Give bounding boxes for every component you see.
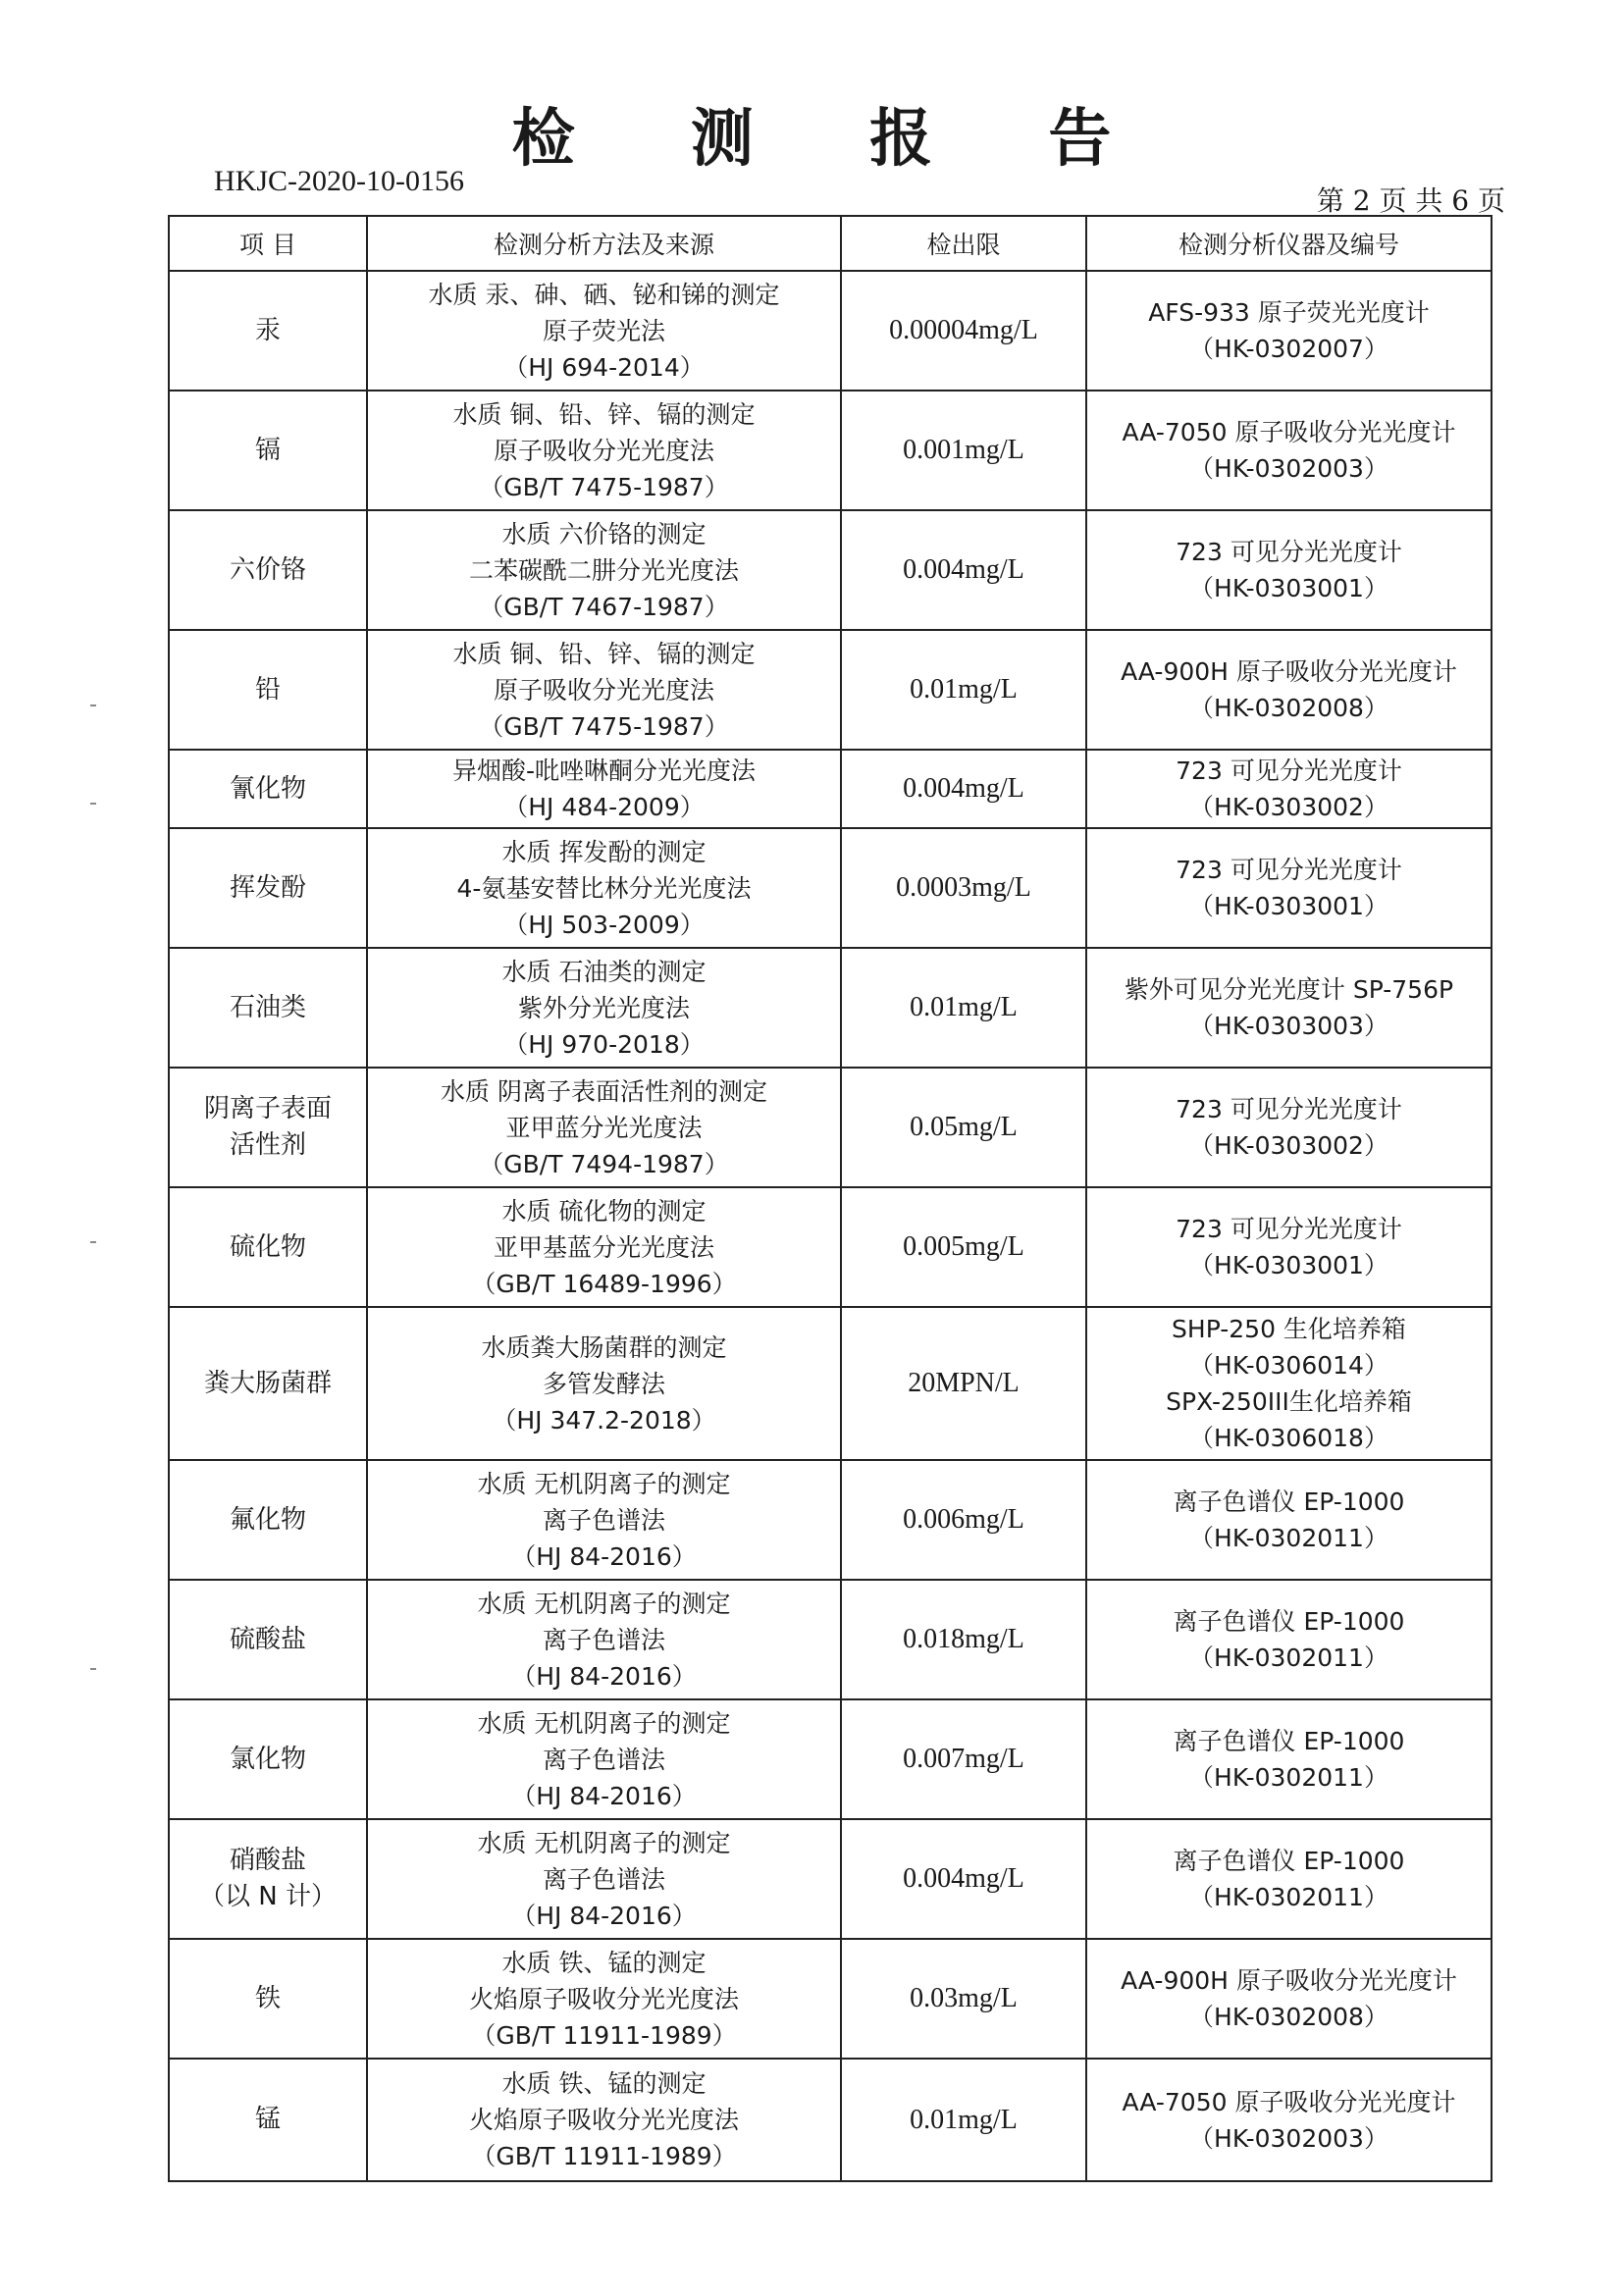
method-cell-line: 火焰原子吸收分光光度法: [468, 1984, 739, 2013]
method-cell-line: 原子吸收分光光度法: [493, 436, 714, 465]
method-cell-line: 亚甲基蓝分光光度法: [493, 1232, 714, 1262]
method-cell: [367, 750, 841, 828]
table-row: [169, 1068, 1492, 1187]
table-row: [169, 1580, 1492, 1699]
method-cell-line: 水质 汞、砷、硒、铋和锑的测定: [428, 280, 780, 309]
instrument-cell: [1086, 750, 1492, 828]
method-cell-line: 离子色谱法: [542, 1505, 665, 1535]
method-cell-line: （GB/T 11911-1989）: [471, 2142, 737, 2170]
table-row: [169, 1460, 1492, 1580]
detection-limit-cell: 0.05mg/L: [841, 1068, 1086, 1187]
item-cell: [169, 1580, 367, 1699]
item-cell: [169, 1307, 367, 1460]
instrument-cell-line: SHP-250 生化培养箱: [1172, 1315, 1406, 1343]
item-cell-line: 阴离子表面: [203, 1094, 332, 1123]
method-cell-line: 水质 六价铬的测定: [501, 519, 707, 548]
item-cell: [169, 948, 367, 1068]
method-cell-line: （GB/T 16489-1996）: [471, 1269, 737, 1298]
instrument-cell-line: SPX-250III生化培养箱: [1166, 1387, 1412, 1416]
table-row: [169, 1187, 1492, 1307]
instrument-cell: [1086, 1460, 1492, 1580]
detection-limit-cell: 0.004mg/L: [841, 510, 1086, 630]
detection-limit-cell: 0.01mg/L: [841, 2059, 1086, 2181]
method-cell-line: 紫外分光光度法: [517, 993, 690, 1022]
instrument-cell: [1086, 1580, 1492, 1699]
method-cell-line: （GB/T 11911-1989）: [471, 2020, 737, 2050]
table-row: [169, 271, 1492, 391]
instrument-cell-line: （HK-0303001）: [1189, 1251, 1388, 1279]
method-cell-line: 水质 铁、锰的测定: [501, 1948, 707, 1977]
table-row: [169, 948, 1492, 1068]
instrument-cell: [1086, 2059, 1492, 2181]
instrument-cell-line: （HK-0306018）: [1189, 1424, 1388, 1452]
detection-limit-cell: 0.01mg/L: [841, 630, 1086, 750]
method-cell-line: （HJ 84-2016）: [511, 1541, 697, 1571]
instrument-cell-line: AA-7050 原子吸收分光光度计: [1122, 418, 1456, 446]
method-cell-line: 原子吸收分光光度法: [493, 675, 714, 704]
instrument-cell-line: 离子色谱仪 EP-1000: [1173, 1847, 1405, 1875]
method-cell-line: 水质 无机阴离子的测定: [477, 1828, 731, 1857]
method-cell-line: （GB/T 7475-1987）: [479, 472, 729, 501]
item-cell: [169, 750, 367, 828]
item-cell: [169, 1939, 367, 2059]
instrument-cell: [1086, 1699, 1492, 1819]
method-cell-line: 水质 铜、铅、锌、镉的测定: [452, 639, 756, 668]
method-cell: [367, 1580, 841, 1699]
item-cell-line: 锰: [254, 2105, 281, 2134]
instrument-cell-line: （HK-0303002）: [1189, 793, 1388, 821]
item-cell: [169, 1460, 367, 1580]
item-cell: [169, 391, 367, 510]
instrument-cell-line: （HK-0302008）: [1189, 694, 1388, 722]
instrument-cell-line: AA-900H 原子吸收分光光度计: [1121, 1966, 1457, 1995]
item-cell-line: 氟化物: [229, 1504, 306, 1535]
item-cell: [169, 630, 367, 750]
method-cell: [367, 1819, 841, 1939]
instrument-cell: [1086, 630, 1492, 750]
method-cell: [367, 948, 841, 1068]
item-cell-line: 活性剂: [229, 1130, 306, 1160]
method-cell: [367, 1460, 841, 1580]
instrument-cell-line: 723 可见分光光度计: [1176, 757, 1402, 785]
instrument-cell-line: （HK-0306014）: [1189, 1351, 1388, 1380]
method-cell: [367, 828, 841, 948]
table-body: [169, 271, 1492, 2181]
instrument-cell: [1086, 1068, 1492, 1187]
instrument-cell-line: （HK-0302011）: [1189, 1763, 1388, 1792]
method-cell: [367, 1699, 841, 1819]
method-cell-line: （HJ 347.2-2018）: [492, 1405, 716, 1435]
item-cell-line: 挥发酚: [229, 872, 306, 903]
detection-limit-cell: 0.004mg/L: [841, 1819, 1086, 1939]
method-cell: [367, 630, 841, 750]
instrument-cell-line: （HK-0302011）: [1189, 1644, 1388, 1672]
scan-mark: [90, 1241, 96, 1243]
instrument-cell-line: （HK-0303003）: [1189, 1012, 1388, 1040]
method-cell-line: （HJ 484-2009）: [503, 793, 705, 821]
instrument-cell-line: 离子色谱仪 EP-1000: [1173, 1607, 1405, 1636]
item-cell-line: 铅: [254, 674, 281, 704]
item-cell: [169, 1699, 367, 1819]
table-row: [169, 1819, 1492, 1939]
method-cell-line: 火焰原子吸收分光光度法: [468, 2106, 739, 2134]
method-cell-line: 离子色谱法: [542, 1625, 665, 1654]
method-cell-line: （HJ 970-2018）: [503, 1029, 705, 1059]
item-cell-line: 氯化物: [229, 1744, 306, 1774]
item-cell-line: 氰化物: [229, 773, 306, 804]
method-cell-line: 水质 阴离子表面活性剂的测定: [441, 1076, 767, 1106]
item-cell: [169, 828, 367, 948]
method-cell: [367, 391, 841, 510]
table-row: [169, 510, 1492, 630]
method-cell: [367, 271, 841, 391]
instrument-cell-line: 723 可见分光光度计: [1176, 856, 1402, 884]
instrument-cell-line: （HK-0302003）: [1189, 2123, 1388, 2153]
instrument-cell: [1086, 1939, 1492, 2059]
item-cell: [169, 1068, 367, 1187]
detection-limit-cell: 0.03mg/L: [841, 1939, 1086, 2059]
item-cell-line: 镉: [254, 435, 281, 465]
method-cell: [367, 2059, 841, 2181]
method-cell-line: 水质 无机阴离子的测定: [477, 1589, 731, 1618]
detection-limit-cell: 0.005mg/L: [841, 1187, 1086, 1307]
method-cell-line: 水质 挥发酚的测定: [501, 837, 707, 866]
method-cell-line: 亚甲蓝分光光度法: [505, 1113, 703, 1142]
method-cell-line: 水质 铁、锰的测定: [501, 2069, 707, 2098]
method-cell: [367, 510, 841, 630]
detection-limit-cell: 0.018mg/L: [841, 1580, 1086, 1699]
detection-limit-cell: 0.0003mg/L: [841, 828, 1086, 948]
item-cell-line: 石油类: [229, 992, 306, 1022]
item-cell-line: 粪大肠菌群: [203, 1368, 332, 1398]
item-cell: [169, 2059, 367, 2181]
instrument-cell-line: 离子色谱仪 EP-1000: [1173, 1487, 1405, 1516]
instrument-cell-line: 723 可见分光光度计: [1176, 538, 1402, 566]
instrument-cell: [1086, 1819, 1492, 1939]
page-indicator: 第 2 页 共 6 页: [1316, 184, 1505, 217]
method-cell-line: （HJ 84-2016）: [511, 1781, 697, 1810]
table-row: [169, 1699, 1492, 1819]
instrument-cell: [1086, 271, 1492, 391]
report-title: 检 测 报 告: [511, 102, 1159, 176]
detection-limit-cell: 0.004mg/L: [841, 750, 1086, 828]
instrument-cell: [1086, 510, 1492, 630]
method-cell-line: （HJ 694-2014）: [503, 352, 705, 382]
item-cell-line: 六价铬: [229, 554, 306, 585]
method-cell-line: （HJ 84-2016）: [511, 1901, 697, 1930]
header-instrument: 检测分析仪器及编号: [1086, 216, 1492, 271]
instrument-cell-line: （HK-0302003）: [1189, 454, 1388, 483]
item-cell-line: 硝酸盐: [229, 1846, 306, 1875]
method-cell-line: 二苯碳酰二肼分光光度法: [468, 555, 739, 585]
method-cell-line: 离子色谱法: [542, 1745, 665, 1774]
table-row: [169, 828, 1492, 948]
method-cell-line: 原子荧光法: [542, 316, 665, 345]
scan-mark: [90, 704, 96, 706]
test-methods-table: [168, 215, 1492, 2182]
table-row: [169, 391, 1492, 510]
item-cell-line: 汞: [254, 315, 281, 345]
method-cell-line: （HJ 503-2009）: [503, 910, 705, 939]
method-cell-line: 异烟酸-吡唑啉酮分光光度法: [451, 757, 757, 785]
instrument-cell: [1086, 391, 1492, 510]
detection-limit-cell: 0.001mg/L: [841, 391, 1086, 510]
item-cell-line: （以 N 计）: [199, 1882, 337, 1911]
scan-mark: [90, 803, 96, 805]
detection-limit-cell: 0.00004mg/L: [841, 271, 1086, 391]
method-cell-line: 水质 石油类的测定: [501, 957, 707, 986]
detection-limit-cell: 0.006mg/L: [841, 1460, 1086, 1580]
table-row: [169, 750, 1492, 828]
instrument-cell-line: AA-900H 原子吸收分光光度计: [1121, 657, 1457, 686]
instrument-cell-line: （HK-0303002）: [1189, 1131, 1388, 1160]
detection-limit-cell: 0.007mg/L: [841, 1699, 1086, 1819]
method-cell: [367, 1307, 841, 1460]
instrument-cell-line: （HK-0303001）: [1189, 892, 1388, 920]
instrument-cell-line: AA-7050 原子吸收分光光度计: [1122, 2087, 1456, 2116]
method-cell-line: 水质 无机阴离子的测定: [477, 1469, 731, 1498]
table-row: [169, 630, 1492, 750]
item-cell: [169, 271, 367, 391]
detection-limit-cell: 0.01mg/L: [841, 948, 1086, 1068]
method-cell-line: （GB/T 7467-1987）: [479, 592, 729, 621]
item-cell: [169, 510, 367, 630]
header-item: 项 目: [169, 216, 367, 271]
method-cell-line: 4-氨基安替比林分光光度法: [456, 873, 752, 903]
method-cell: [367, 1939, 841, 2059]
instrument-cell: [1086, 1187, 1492, 1307]
instrument-cell-line: 离子色谱仪 EP-1000: [1173, 1727, 1405, 1755]
method-cell-line: （GB/T 7494-1987）: [479, 1149, 729, 1178]
table-header-row: [169, 216, 1492, 271]
method-cell-line: 水质粪大肠菌群的测定: [481, 1332, 727, 1362]
method-cell-line: 水质 铜、铅、锌、镉的测定: [452, 399, 756, 429]
detection-limit-cell: 20MPN/L: [841, 1307, 1086, 1460]
scan-mark: [90, 1668, 96, 1670]
method-cell-line: 水质 硫化物的测定: [501, 1196, 707, 1226]
instrument-cell-line: （HK-0302011）: [1189, 1524, 1388, 1552]
header-method: 检测分析方法及来源: [367, 216, 841, 271]
table-row: [169, 2059, 1492, 2181]
instrument-cell: [1086, 828, 1492, 948]
item-cell-line: 铁: [254, 1983, 281, 2013]
instrument-cell-line: 723 可见分光光度计: [1176, 1095, 1402, 1123]
method-cell-line: （HJ 84-2016）: [511, 1661, 697, 1691]
instrument-cell-line: （HK-0302007）: [1189, 335, 1388, 363]
instrument-cell-line: 紫外可见分光光度计 SP-756P: [1124, 975, 1454, 1004]
instrument-cell-line: AFS-933 原子荧光光度计: [1148, 298, 1430, 327]
instrument-cell-line: （HK-0302008）: [1189, 2003, 1388, 2031]
table-row: [169, 1307, 1492, 1460]
item-cell-line: 硫化物: [229, 1231, 306, 1262]
report-number: HKJC-2020-10-0156: [214, 165, 464, 197]
method-cell-line: 离子色谱法: [542, 1864, 665, 1894]
method-cell: [367, 1187, 841, 1307]
instrument-cell: [1086, 948, 1492, 1068]
method-cell-line: 多管发酵法: [542, 1369, 665, 1398]
instrument-cell-line: 723 可见分光光度计: [1176, 1215, 1402, 1243]
item-cell: [169, 1819, 367, 1939]
item-cell-line: 硫酸盐: [229, 1624, 306, 1654]
method-cell-line: 水质 无机阴离子的测定: [477, 1708, 731, 1738]
method-cell-line: （GB/T 7475-1987）: [479, 711, 729, 741]
item-cell: [169, 1187, 367, 1307]
instrument-cell-line: （HK-0302011）: [1189, 1883, 1388, 1911]
table-row: [169, 1939, 1492, 2059]
header-detection-limit: 检出限: [841, 216, 1086, 271]
instrument-cell: [1086, 1307, 1492, 1460]
instrument-cell-line: （HK-0303001）: [1189, 574, 1388, 602]
method-cell: [367, 1068, 841, 1187]
